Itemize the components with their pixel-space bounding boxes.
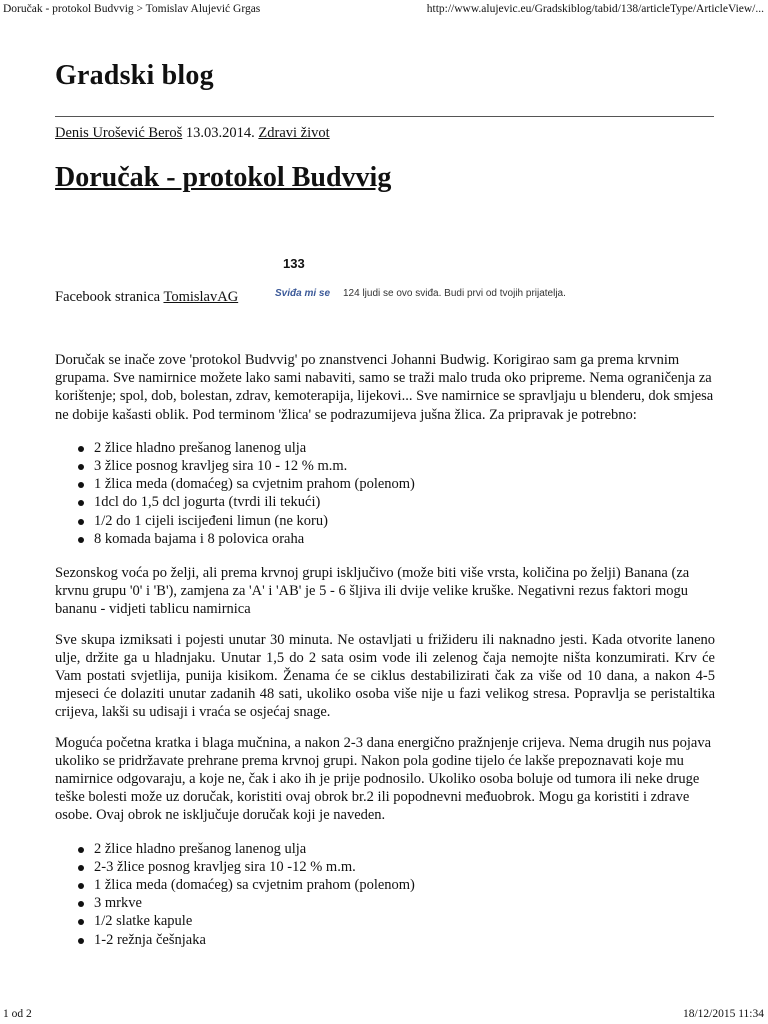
list-item: 1 žlica meda (domaćeg) sa cvjetnim prahom (polenom) [76,475,715,493]
article-date: 13.03.2014. [185,125,255,141]
article-title-link[interactable]: Doručak - protokol Budvvig [55,162,392,193]
list-item: 3 mrkve [76,894,715,912]
author-link[interactable]: Denis Urošević Beroš [55,125,183,141]
print-header [0,0,768,22]
list-item: 2 žlice hladno prešanog lanenog ulja [76,439,715,457]
intro-paragraph: Doručak se inače zove 'protokol Budvvig' po znanstvenci Johanni Budwig. Korigirao sam ga prema krvnim grupama. Sve namirnice možete lako sami nabaviti, samo se traži malo truda oko pripreme. Nema ograničenja za korištenje; spol, dob, bolestan, zdrav, kemoterapija, lijekovi... Sve namirnice se spravljaju u blenderu, dok smjesa ne dobije kašasti oblik. Pod terminom 'žlica' se podrazumijeva jušna žlica. Za pripravak je potrebno: [55,352,714,423]
list-item: 3 žlice posnog kravljeg sira 10 - 12 % m.m. [76,457,715,475]
list-item: 8 komada bajama i 8 polovica oraha [76,530,715,548]
header-divider [55,116,714,117]
list-item: 2 žlice hladno prešanog lanenog ulja [76,840,715,858]
print-url: http://www.alujevic.eu/Gradskiblog/tabid/138/articleType/ArticleView/... [426,3,764,15]
list-item: 1/2 do 1 cijeli iscijeđeni limun (ne koru) [76,512,715,530]
effects-paragraph: Moguća početna kratka i blaga mučnina, a nakon 2-3 dana energično pražnjenje crijeva. Nema drugih nus pojava ukoliko se pridržavate prehrane prema krvnoj grupi. Nakon pola godine tijelo će lakše prepoznavati koje mu namirnice odgovaraju, a koje ne, čak i ako ih je prije podnosilo. Ukoliko osoba boluje od tumora ili neke druge teške bolesti može uz doručak, koristiti ovaj obrok br.2 ili popodnevni međuobrok. Mogu ga koristiti i zdrave osobe. Ovaj obrok ne isključuje doručak koji je naveden. [55,734,712,824]
fruit-paragraph: Sezonskog voća po želji, ali prema krvnoj grupi isključivo (može biti više vrsta, količina po želji) Banana (za krvnu grupu '0' i 'B'), zamjena za 'A' i 'AB' je 5 - 6 šljiva ili dvije velike kruške. Negativni rezus faktori mogu bananu - vidjeti tablicu namirnica [55,565,690,618]
instructions-paragraph: Sve skupa izmiksati i pojesti unutar 30 minuta. Ne ostavljati u frižideru ili naknadno jesti. Kada otvorite laneno ulje, držite ga u hladnjaku. Unutar 1,5 do 2 sata osim vode ili zelenog čaja nemojte ništa konzumirati. Krv će Vam postati svjetlija, punija kisikom. Ženama će se ciklus destabilizirati čak za više od 10 dana, a nakon 4-5 mjeseci će dolaziti unutar zadanih 48 sati, ukoliko osoba više nije u fazi velikog stresa. Popravlja se peristaltika crijeva, lakši su udisaji i vraća se osjećaj snage. [55,631,715,721]
facebook-like-button[interactable]: Sviđa mi se [275,288,331,299]
facebook-like-count: 133 [283,256,305,271]
facebook-page-link[interactable]: TomislavAG [163,289,239,305]
list-item: 2-3 žlice posnog kravljeg sira 10 -12 % m.m. [76,858,715,876]
list-item: 1/2 slatke kapule [76,912,715,930]
article-title [55,162,391,194]
article-body [55,351,715,965]
ingredient-list-1 [76,439,715,548]
page-number: 1 od 2 [3,1008,32,1020]
facebook-page-line [55,289,238,306]
ingredient-list-2 [76,840,715,949]
print-footer [0,1006,768,1024]
category-link[interactable]: Zdravi život [258,125,330,141]
facebook-social-text: 124 ljudi se ovo sviđa. Budi prvi od tvojih prijatelja. [343,288,566,299]
list-item: 1 žlica meda (domaćeg) sa cvjetnim prahom (polenom) [76,876,715,894]
print-page-title: Doručak - protokol Budvvig > Tomislav Alujević Grgas [3,3,261,15]
list-item: 1dcl do 1,5 dcl jogurta (tvrdi ili tekući) [76,493,715,511]
facebook-page-label: Facebook stranica [55,289,161,305]
list-item: 1-2 režnja češnjaka [76,931,715,949]
site-title: Gradski blog [55,60,214,91]
article-meta [55,125,330,142]
print-datetime: 18/12/2015 11:34 [682,1008,764,1020]
